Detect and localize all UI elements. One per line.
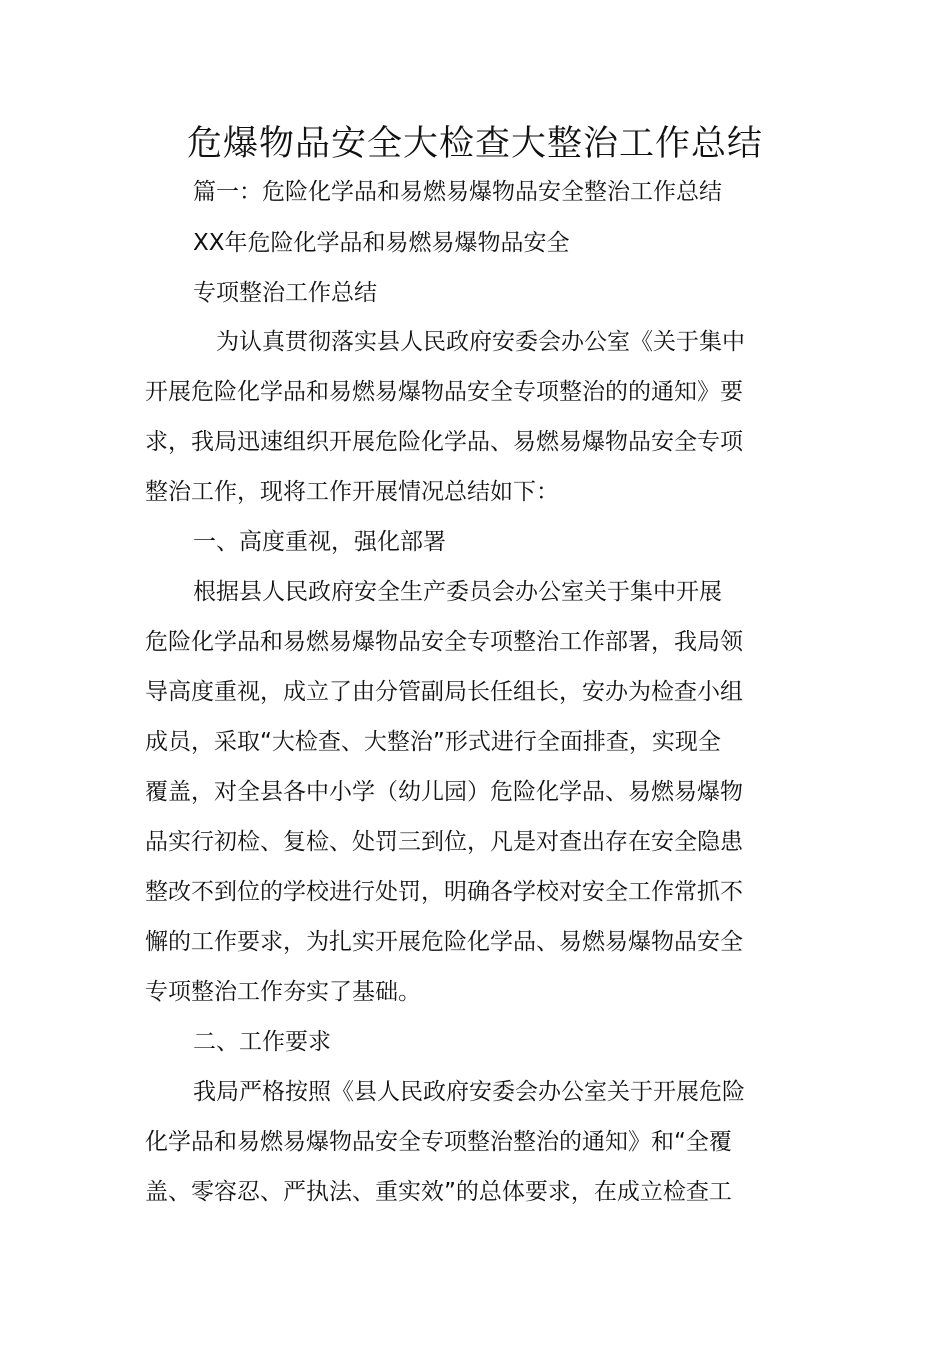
paragraph-line: 盖、零容忍、严执法、重实效”的总体要求，在成立检查工 — [145, 1179, 732, 1205]
paragraph-line: 为认真贯彻落实县人民政府安委会办公室《关于集中 — [216, 329, 745, 355]
paragraph-line: 整改不到位的学校进行处罚，明确各学校对安全工作常抓不 — [145, 879, 743, 905]
paragraph-line: 整治工作，现将工作开展情况总结如下： — [145, 479, 559, 505]
paragraph-line: 成员，采取“大检查、大整治”形式进行全面排查，实现全 — [145, 729, 721, 755]
document-title: 危爆物品安全大检查大整治工作总结 — [186, 124, 763, 164]
section-heading-2: 二、工作要求 — [193, 1029, 331, 1055]
section-heading-1: 一、高度重视，强化部署 — [193, 529, 446, 555]
paragraph-line: 导高度重视，成立了由分管副局长任组长，安办为检查小组 — [145, 679, 743, 705]
paragraph-line: 懈的工作要求，为扎实开展危险化学品、易燃易爆物品安全 — [145, 929, 743, 955]
subtitle-line-2: 专项整治工作总结 — [193, 280, 377, 306]
paragraph-line: 专项整治工作夯实了基础。 — [145, 979, 421, 1005]
paragraph-line: 求，我局迅速组织开展危险化学品、易燃易爆物品安全专项 — [145, 429, 743, 455]
paragraph-line: 覆盖，对全县各中小学（幼儿园）危险化学品、易燃易爆物 — [145, 779, 743, 805]
paragraph-line: 危险化学品和易燃易爆物品安全专项整治工作部署，我局领 — [145, 629, 743, 655]
paragraph-line: 品实行初检、复检、处罚三到位，凡是对查出存在安全隐患 — [145, 829, 743, 855]
paragraph-line: 化学品和易燃易爆物品安全专项整治整治的通知》和“全覆 — [145, 1129, 732, 1155]
paragraph-line: 根据县人民政府安全生产委员会办公室关于集中开展 — [193, 579, 722, 605]
paragraph-line: 开展危险化学品和易燃易爆物品安全专项整治的的通知》要 — [145, 379, 743, 405]
chapter-heading: 篇一：危险化学品和易燃易爆物品安全整治工作总结 — [193, 179, 722, 205]
paragraph-line: 我局严格按照《县人民政府安委会办公室关于开展危险 — [193, 1079, 745, 1105]
subtitle-line-1: XX年危险化学品和易燃易爆物品安全 — [193, 230, 570, 256]
